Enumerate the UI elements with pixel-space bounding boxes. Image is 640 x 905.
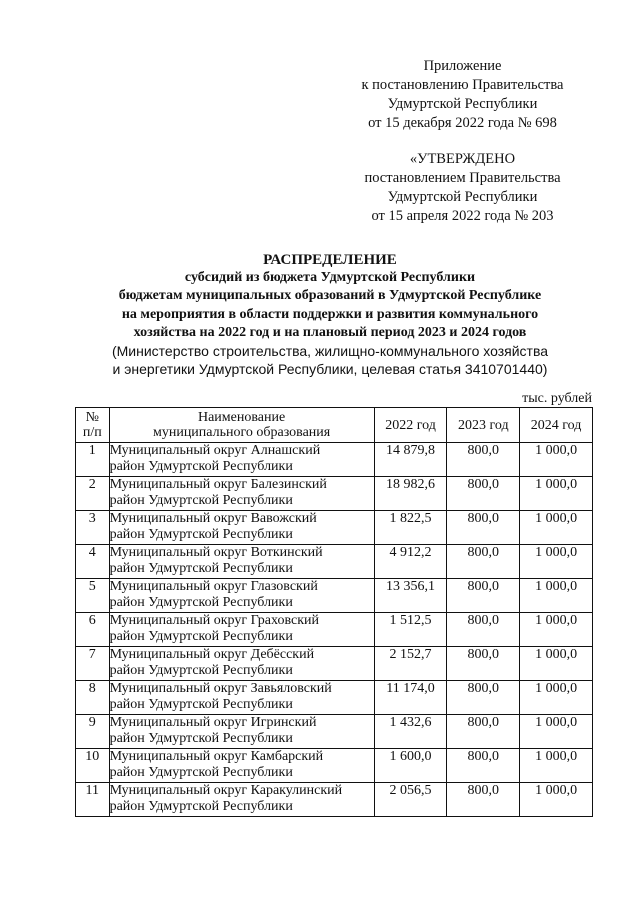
- row-value-2024: 1 000,0: [520, 579, 593, 613]
- row-name-line: район Удмуртской Республики: [109, 493, 293, 508]
- units-label: тыс. рублей: [522, 391, 592, 406]
- row-value-2024: 1 000,0: [520, 545, 593, 579]
- table-row: [76, 545, 593, 579]
- row-number: 1: [76, 443, 110, 477]
- row-value-2023: 800,0: [447, 783, 520, 817]
- row-number: 7: [76, 647, 110, 681]
- row-value-2024: 1 000,0: [520, 681, 593, 715]
- appendix-line: к постановлению Правительства: [361, 77, 564, 93]
- row-name-line: район Удмуртской Республики: [109, 561, 293, 576]
- header-text: муниципального образования: [152, 425, 331, 440]
- row-name-line: Муниципальный округ Дебёсский: [109, 647, 315, 662]
- row-name: [109, 715, 374, 749]
- row-number: 6: [76, 613, 110, 647]
- row-value-2024: 1 000,0: [520, 749, 593, 783]
- table-body: [76, 443, 593, 817]
- row-number: 8: [76, 681, 110, 715]
- header-2022: 2022 год: [374, 408, 447, 443]
- row-value-2022: 14 879,8: [374, 443, 447, 477]
- table-row: [76, 647, 593, 681]
- header-text: Наименование: [197, 410, 286, 425]
- row-name-line: Муниципальный округ Воткинский: [109, 545, 323, 560]
- row-value-2024: 1 000,0: [520, 715, 593, 749]
- row-number: 3: [76, 511, 110, 545]
- row-value-2022: 1 822,5: [374, 511, 447, 545]
- row-number: 10: [76, 749, 110, 783]
- row-number: 4: [76, 545, 110, 579]
- appendix-line: Приложение: [423, 58, 502, 74]
- approved-line: «УТВЕРЖДЕНО: [409, 151, 516, 167]
- header-2024: 2024 год: [520, 408, 593, 443]
- row-name-line: Муниципальный округ Глазовский: [109, 579, 318, 594]
- row-number: 9: [76, 715, 110, 749]
- row-value-2023: 800,0: [447, 511, 520, 545]
- header-num: [76, 408, 110, 443]
- row-name-line: район Удмуртской Республики: [109, 697, 293, 712]
- title-line: субсидий из бюджета Удмуртской Республики: [184, 270, 476, 286]
- row-value-2023: 800,0: [447, 647, 520, 681]
- row-name-line: Муниципальный округ Завьяловский: [109, 681, 332, 696]
- row-value-2022: 1 600,0: [374, 749, 447, 783]
- row-name-line: Муниципальный округ Граховский: [109, 613, 320, 628]
- row-value-2024: 1 000,0: [520, 443, 593, 477]
- approved-line: от 15 апреля 2022 года № 203: [371, 208, 554, 224]
- row-name-line: Муниципальный округ Алнашский: [109, 443, 321, 458]
- appendix-header: [345, 57, 580, 133]
- row-value-2024: 1 000,0: [520, 477, 593, 511]
- row-value-2022: 18 982,6: [374, 477, 447, 511]
- ministry-line: (Министерство строительства, жилищно-коммунального хозяйства: [111, 343, 549, 360]
- row-value-2022: 2 056,5: [374, 783, 447, 817]
- title-line: на мероприятия в области поддержки и развития коммунального: [121, 306, 539, 322]
- title-line: хозяйства на 2022 год и на плановый период 2023 и 2024 годов: [133, 324, 527, 340]
- approved-header: [345, 150, 580, 226]
- row-name-line: Муниципальный округ Каракулинский: [109, 783, 343, 798]
- table-row: [76, 749, 593, 783]
- header-name: [109, 408, 374, 443]
- row-value-2022: 1 512,5: [374, 613, 447, 647]
- row-value-2023: 800,0: [447, 579, 520, 613]
- appendix-line: Удмуртской Республики: [387, 96, 538, 112]
- row-name-line: Муниципальный округ Камбарский: [109, 749, 324, 764]
- table-row: [76, 613, 593, 647]
- row-value-2023: 800,0: [447, 613, 520, 647]
- row-name-line: район Удмуртской Республики: [109, 663, 293, 678]
- header-text: №: [85, 410, 99, 425]
- row-value-2022: 4 912,2: [374, 545, 447, 579]
- approved-line: Удмуртской Республики: [387, 189, 538, 205]
- document-title: [80, 251, 580, 378]
- row-name: [109, 443, 374, 477]
- ministry-line: и энергетики Удмуртской Республики, целевая статья 3410701440): [112, 361, 548, 378]
- row-name: [109, 545, 374, 579]
- row-value-2022: 1 432,6: [374, 715, 447, 749]
- table-row: [76, 443, 593, 477]
- row-value-2023: 800,0: [447, 749, 520, 783]
- row-name: [109, 647, 374, 681]
- row-value-2023: 800,0: [447, 477, 520, 511]
- table-row: [76, 783, 593, 817]
- row-value-2022: 2 152,7: [374, 647, 447, 681]
- row-value-2022: 13 356,1: [374, 579, 447, 613]
- row-value-2023: 800,0: [447, 545, 520, 579]
- header-2023: 2023 год: [447, 408, 520, 443]
- row-name: [109, 681, 374, 715]
- row-name-line: район Удмуртской Республики: [109, 527, 293, 542]
- row-name: [109, 579, 374, 613]
- approved-line: постановлением Правительства: [364, 170, 561, 186]
- row-name: [109, 477, 374, 511]
- row-name-line: район Удмуртской Республики: [109, 799, 293, 814]
- row-value-2024: 1 000,0: [520, 783, 593, 817]
- row-value-2024: 1 000,0: [520, 647, 593, 681]
- table-header-row: [76, 408, 593, 443]
- row-name-line: Муниципальный округ Вавожский: [109, 511, 317, 526]
- row-value-2023: 800,0: [447, 443, 520, 477]
- table-row: [76, 477, 593, 511]
- row-name-line: Муниципальный округ Игринский: [109, 715, 317, 730]
- row-number: 5: [76, 579, 110, 613]
- title-main: РАСПРЕДЕЛЕНИЕ: [263, 252, 397, 268]
- row-value-2024: 1 000,0: [520, 613, 593, 647]
- row-name: [109, 511, 374, 545]
- table-row: [76, 511, 593, 545]
- row-name-line: район Удмуртской Республики: [109, 765, 293, 780]
- title-line: бюджетам муниципальных образований в Удмуртской Республике: [118, 288, 542, 304]
- row-value-2023: 800,0: [447, 681, 520, 715]
- row-value-2023: 800,0: [447, 715, 520, 749]
- distribution-table: [75, 407, 593, 817]
- row-name-line: район Удмуртской Республики: [109, 731, 293, 746]
- appendix-line: от 15 декабря 2022 года № 698: [368, 115, 557, 131]
- row-value-2022: 11 174,0: [374, 681, 447, 715]
- row-value-2024: 1 000,0: [520, 511, 593, 545]
- table-row: [76, 681, 593, 715]
- row-name: [109, 783, 374, 817]
- row-name-line: район Удмуртской Республики: [109, 459, 293, 474]
- row-number: 11: [76, 783, 110, 817]
- row-name: [109, 749, 374, 783]
- row-name-line: район Удмуртской Республики: [109, 629, 293, 644]
- header-text: п/п: [82, 425, 102, 440]
- row-name-line: Муниципальный округ Балезинский: [109, 477, 327, 492]
- table-row: [76, 579, 593, 613]
- table-row: [76, 715, 593, 749]
- row-number: 2: [76, 477, 110, 511]
- row-name-line: район Удмуртской Республики: [109, 595, 293, 610]
- row-name: [109, 613, 374, 647]
